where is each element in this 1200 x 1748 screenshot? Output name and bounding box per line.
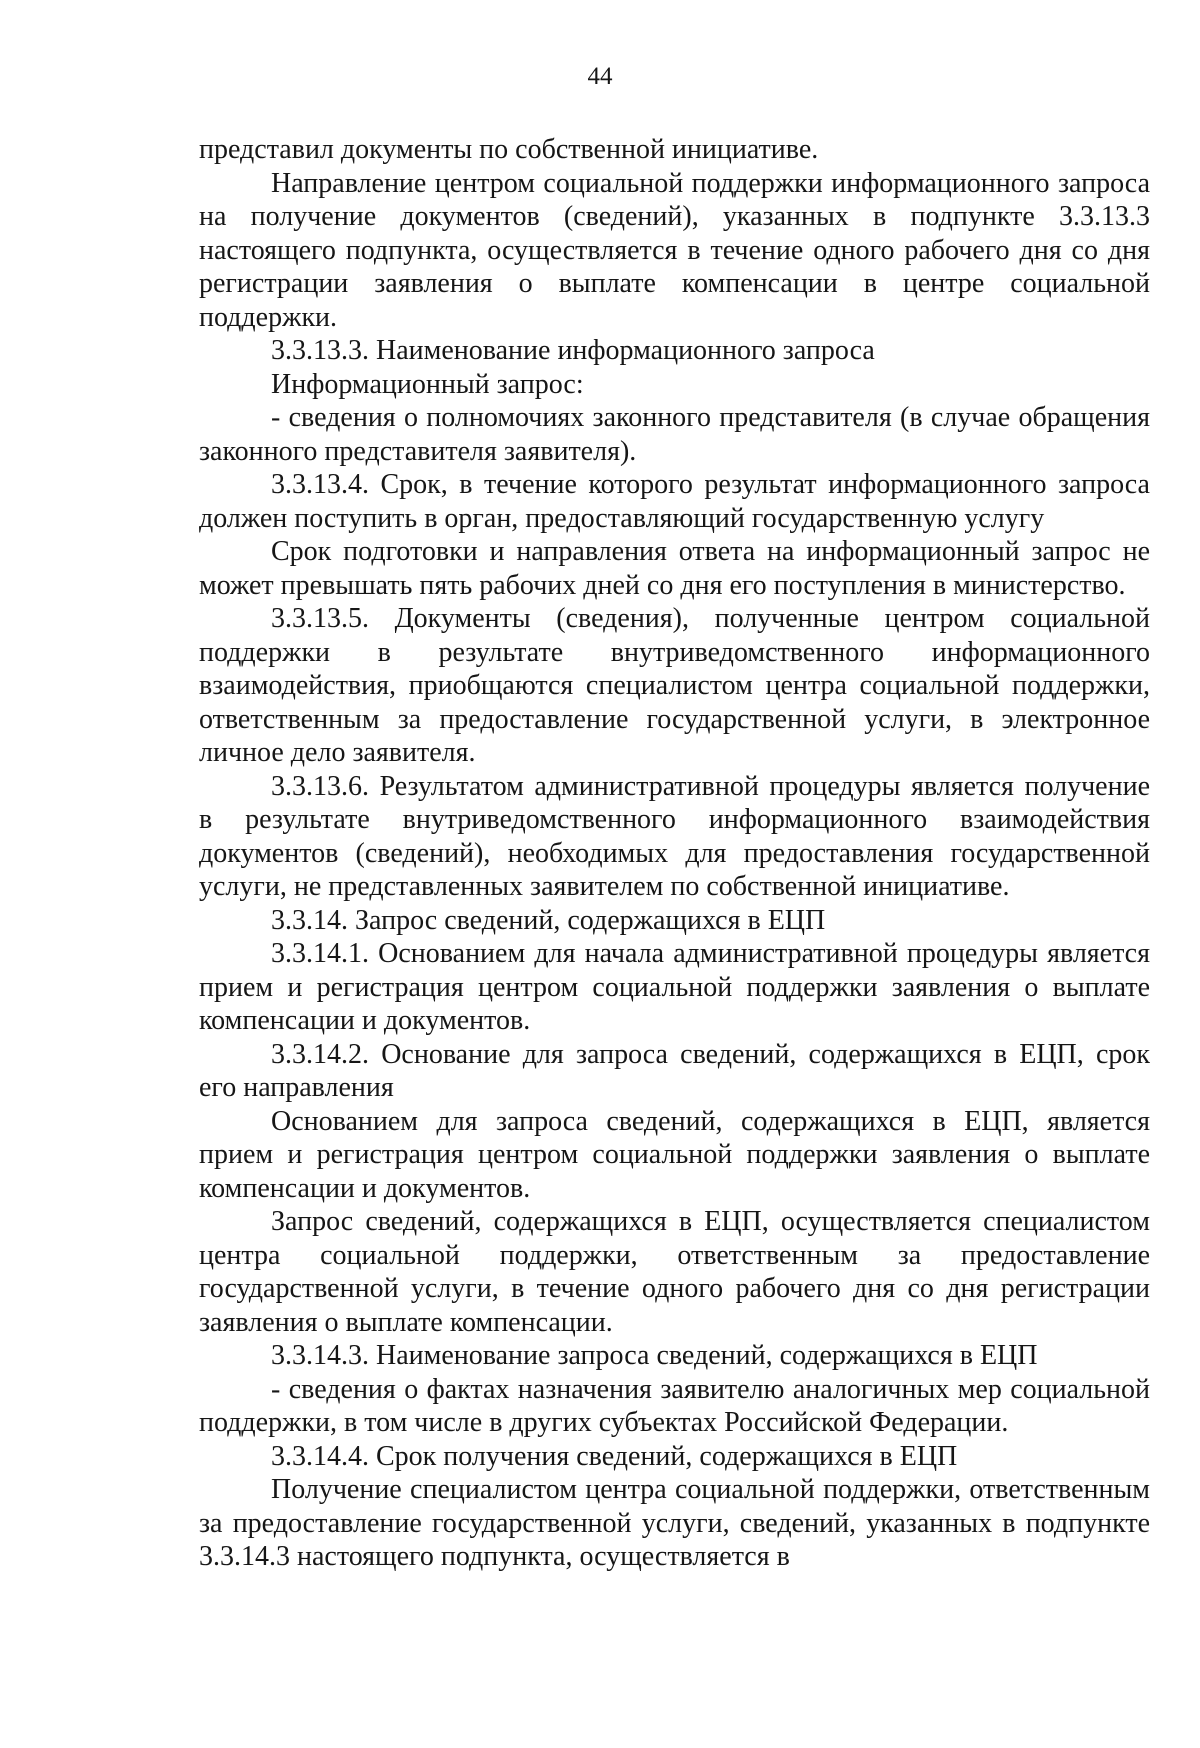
paragraph: 3.3.14.1. Основанием для начала административной процедуры является прием и регистрация центром социальной поддержки заявления о выплате компенсации и документов. <box>199 938 1150 1036</box>
document-body <box>199 133 1150 1574</box>
paragraph: представил документы по собственной инициативе. <box>199 134 819 165</box>
paragraph: Получение специалистом центра социальной поддержки, ответственным за предоставление государственной услуги, сведений, указанных в подпункте 3.3.14.3 настоящего подпункта, осуществляется в <box>199 1474 1150 1572</box>
paragraph: - сведения о фактах назначения заявителю аналогичных мер социальной поддержки, в том числе в других субъектах Российской Федерации. <box>199 1373 1150 1438</box>
paragraph: 3.3.13.4. Срок, в течение которого результат информационного запроса должен поступить в орган, предоставляющий государственную услугу <box>199 469 1150 534</box>
paragraph: Информационный запрос: <box>271 368 584 400</box>
paragraph: Основанием для запроса сведений, содержащихся в ЕЦП, является прием и регистрация центром социальной поддержки заявления о выплате компенсации и документов. <box>199 1105 1150 1204</box>
page-number: 44 <box>587 63 613 90</box>
paragraph: 3.3.14.2. Основание для запроса сведений, содержащихся в ЕЦП, срок его направления <box>199 1038 1150 1103</box>
paragraph: Запрос сведений, содержащихся в ЕЦП, осуществляется специалистом центра социальной поддержки, ответственным за предоставление государственной услуги, в течение одного рабочего дня со дня регистрации заявления о выплате компенсации. <box>199 1206 1150 1338</box>
paragraph: - сведения о полномочиях законного представителя (в случае обращения законного представителя заявителя). <box>199 402 1150 467</box>
paragraph: 3.3.13.5. Документы (сведения), полученные центром социальной поддержки в результате внутриведомственного информационного взаимодействия, приобщаются специалистом центра социальной поддержки, ответственным за предоставление государственной услуги, в электронное личное дело заявителя. <box>199 603 1150 768</box>
paragraph: 3.3.14.3. Наименование запроса сведений, содержащихся в ЕЦП <box>271 1340 1038 1371</box>
paragraph: Срок подготовки и направления ответа на информационный запрос не может превышать пять рабочих дней со дня его поступления в министерство. <box>199 536 1150 601</box>
paragraph: 3.3.14.4. Срок получения сведений, содержащихся в ЕЦП <box>271 1440 958 1472</box>
paragraph: 3.3.14. Запрос сведений, содержащихся в ЕЦП <box>271 904 826 936</box>
paragraph: 3.3.13.6. Результатом административной процедуры является получение в результате внутриведомственного информационного взаимодействия документов (сведений), необходимых для предоставления государственной услуги, не представленных заявителем по собственной инициативе. <box>199 770 1150 902</box>
paragraph: Направление центром социальной поддержки информационного запроса на получение документов (сведений), указанных в подпункте 3.3.13.3 настоящего подпункта, осуществляется в течение одного рабочего дня со дня регистрации заявления о выплате компенсации в центре социальной поддержки. <box>199 167 1150 333</box>
paragraph: 3.3.13.3. Наименование информационного запроса <box>271 335 875 366</box>
